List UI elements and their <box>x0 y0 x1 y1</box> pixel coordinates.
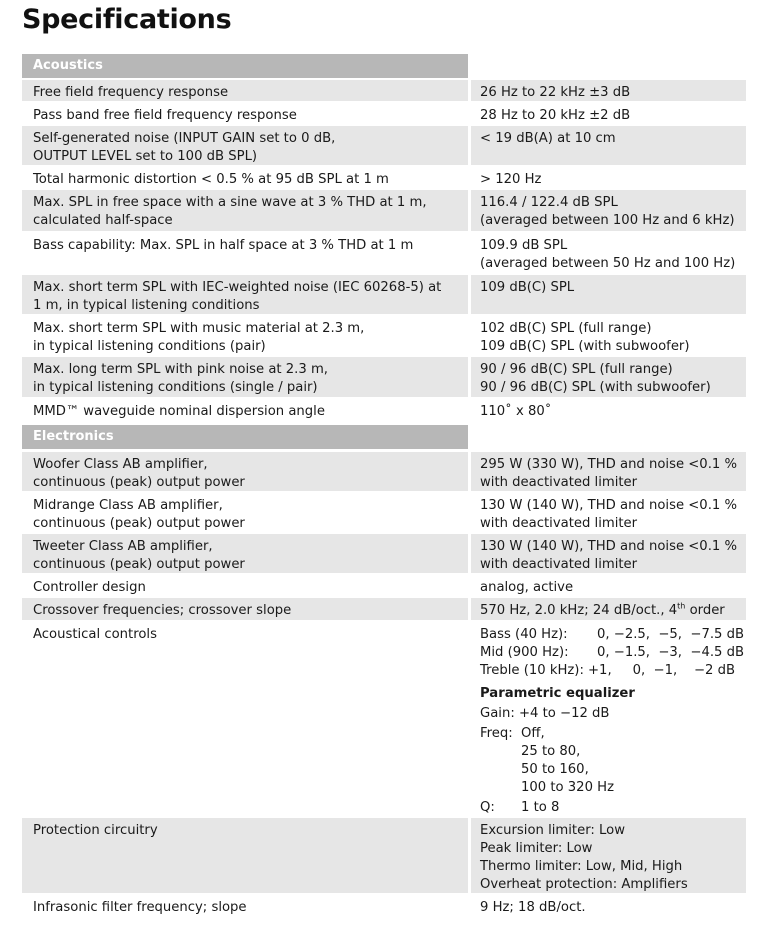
section-header-acoustics: Acoustics <box>22 54 468 78</box>
spec-value: < 19 dB(A) at 10 cm <box>471 126 746 165</box>
table-row <box>22 233 746 273</box>
spec-label: Protection circuitry <box>22 818 468 893</box>
table-row <box>22 622 746 816</box>
spec-value: Excursion limiter: Low Peak limiter: Low Thermo limiter: Low, Mid, High Overheat protection: Amplifiers <box>471 818 746 893</box>
spec-label: Woofer Class AB amplifier, continuous (peak) output power <box>22 452 468 491</box>
table-row <box>22 493 746 532</box>
spec-label: Midrange Class AB amplifier, continuous (peak) output power <box>22 493 468 532</box>
spec-label: Acoustical controls <box>22 622 468 816</box>
peq-freq-value: 50 to 160, <box>521 762 589 777</box>
parametric-equalizer-title: Parametric equalizer <box>480 686 635 701</box>
peq-gain: Gain: +4 to −12 dB <box>480 706 610 721</box>
peq-freq-value: 100 to 320 Hz <box>521 780 614 795</box>
spec-value: 570 Hz, 2.0 kHz; 24 dB/oct., 4th order <box>471 598 746 620</box>
table-row <box>22 80 746 101</box>
peq-freq-value: 25 to 80, <box>521 744 581 759</box>
spec-label: Max. long term SPL with pink noise at 2.3 m, in typical listening conditions (single / pair) <box>22 357 468 397</box>
table-row <box>22 316 746 355</box>
spec-value: > 120 Hz <box>471 167 746 188</box>
table-row <box>22 357 746 397</box>
page-title: Specifications <box>22 4 232 35</box>
spec-value: 28 Hz to 20 kHz ±2 dB <box>471 103 746 124</box>
spec-label: Free field frequency response <box>22 80 468 101</box>
spec-value: 116.4 / 122.4 dB SPL (averaged between 100 Hz and 6 kHz) <box>471 190 746 231</box>
spec-label: Tweeter Class AB amplifier, continuous (peak) output power <box>22 534 468 573</box>
spec-value: 109 dB(C) SPL <box>471 275 746 314</box>
spec-value: 110˚ x 80˚ <box>471 399 746 421</box>
table-row <box>22 190 746 231</box>
peq-freq-label: Freq: <box>480 726 513 741</box>
section-header-electronics: Electronics <box>22 425 468 449</box>
peq-freq-value: Off, <box>521 726 545 741</box>
table-row <box>22 575 746 596</box>
spec-label: Self-generated noise (INPUT GAIN set to 0 dB, OUTPUT LEVEL set to 100 dB SPL) <box>22 126 468 165</box>
table-row <box>22 598 746 620</box>
spec-value: 130 W (140 W), THD and noise <0.1 % with deactivated limiter <box>471 493 746 532</box>
spec-label: Crossover frequencies; crossover slope <box>22 598 468 620</box>
spec-value: 295 W (330 W), THD and noise <0.1 % with deactivated limiter <box>471 452 746 491</box>
table-row <box>22 126 746 165</box>
table-row <box>22 452 746 491</box>
treble-control-values: Treble (10 kHz): +1, 0, −1, −2 dB <box>480 663 736 678</box>
table-row <box>22 895 746 917</box>
spec-label: Total harmonic distortion < 0.5 % at 95 dB SPL at 1 m <box>22 167 468 188</box>
table-row <box>22 275 746 314</box>
spec-value: 109.9 dB SPL (averaged between 50 Hz and 100 Hz) <box>471 233 746 273</box>
spec-label: Max. short term SPL with music material at 2.3 m, in typical listening conditions (pair) <box>22 316 468 355</box>
spec-value-acoustical-controls <box>471 622 746 816</box>
table-row <box>22 399 746 421</box>
table-row <box>22 167 746 188</box>
spec-value: analog, active <box>471 575 746 596</box>
spec-value: 102 dB(C) SPL (full range) 109 dB(C) SPL (with subwoofer) <box>471 316 746 355</box>
spec-label: MMD™ waveguide nominal dispersion angle <box>22 399 468 421</box>
spec-label: Infrasonic filter frequency; slope <box>22 895 468 917</box>
spec-value: 90 / 96 dB(C) SPL (full range) 90 / 96 dB(C) SPL (with subwoofer) <box>471 357 746 397</box>
spec-value: 9 Hz; 18 dB/oct. <box>471 895 746 917</box>
spec-label: Bass capability: Max. SPL in half space at 3 % THD at 1 m <box>22 233 468 273</box>
spec-label: Pass band free field frequency response <box>22 103 468 124</box>
spec-label: Max. short term SPL with IEC-weighted noise (IEC 60268-5) at 1 m, in typical listening conditions <box>22 275 468 314</box>
table-row <box>22 103 746 124</box>
table-row <box>22 534 746 573</box>
peq-q: Q: 1 to 8 <box>480 800 560 815</box>
spec-label: Controller design <box>22 575 468 596</box>
table-row <box>22 818 746 893</box>
bass-control-values: Bass (40 Hz): 0, −2.5, −5, −7.5 dB <box>480 627 745 642</box>
spec-label: Max. SPL in free space with a sine wave at 3 % THD at 1 m, calculated half-space <box>22 190 468 231</box>
mid-control-values: Mid (900 Hz): 0, −1.5, −3, −4.5 dB <box>480 645 745 660</box>
spec-value: 130 W (140 W), THD and noise <0.1 % with deactivated limiter <box>471 534 746 573</box>
spec-value: 26 Hz to 22 kHz ±3 dB <box>471 80 746 101</box>
